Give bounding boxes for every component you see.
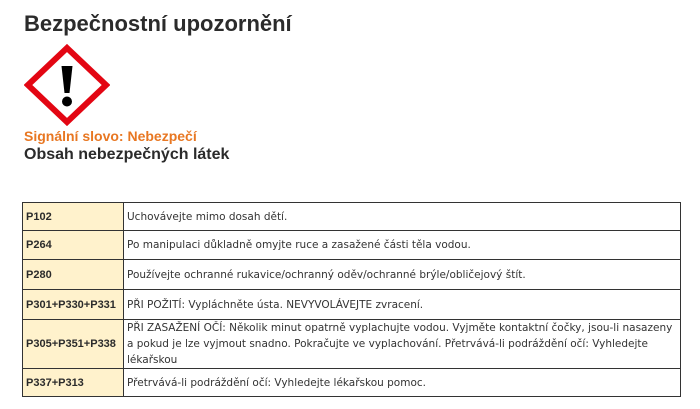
precaution-text: Používejte ochranné rukavice/ochranný oděv/ochranné brýle/obličejový štít.: [124, 260, 681, 290]
precautionary-statements-table: [22, 202, 681, 397]
precaution-text: PŘI POŽITÍ: Vypláchněte ústa. NEVYVOLÁVEJTE zvracení.: [124, 290, 681, 320]
precaution-code: P102: [23, 203, 124, 231]
exclamation-dot: [62, 97, 72, 107]
precaution-code: P280: [23, 260, 124, 290]
exclamation-mark-hazard-icon: [24, 44, 110, 126]
precaution-text: Uchovávejte mimo dosah dětí.: [124, 203, 681, 231]
table-row: [23, 320, 681, 369]
precaution-code: P305+P351+P338: [23, 320, 124, 369]
table-row: [23, 290, 681, 320]
hazard-substances-heading: Obsah nebezpečných látek: [24, 146, 230, 163]
table-row: [23, 203, 681, 231]
page-title: Bezpečnostní upozornění: [24, 11, 292, 36]
signal-word: Signální slovo: Nebezpečí: [24, 128, 197, 144]
precaution-code: P301+P330+P331: [23, 290, 124, 320]
precaution-text: Po manipulaci důkladně omyjte ruce a zasažené části těla vodou.: [124, 231, 681, 260]
table-row: [23, 260, 681, 290]
table-row: [23, 231, 681, 260]
precaution-text: Přetrvává-li podráždění očí: Vyhledejte lékařskou pomoc.: [124, 369, 681, 397]
precaution-code: P264: [23, 231, 124, 260]
precaution-code: P337+P313: [23, 369, 124, 397]
precaution-text: PŘI ZASAŽENÍ OČÍ: Několik minut opatrně vyplachujte vodou. Vyjměte kontaktní čočky, jsou-li nasazeny a pokud je lze vyjmout snadno. Pokračujte ve vyplachování. Přetrvává-li podráždění očí: Vyhledejte lékařskou: [124, 320, 681, 369]
table-row: [23, 369, 681, 397]
